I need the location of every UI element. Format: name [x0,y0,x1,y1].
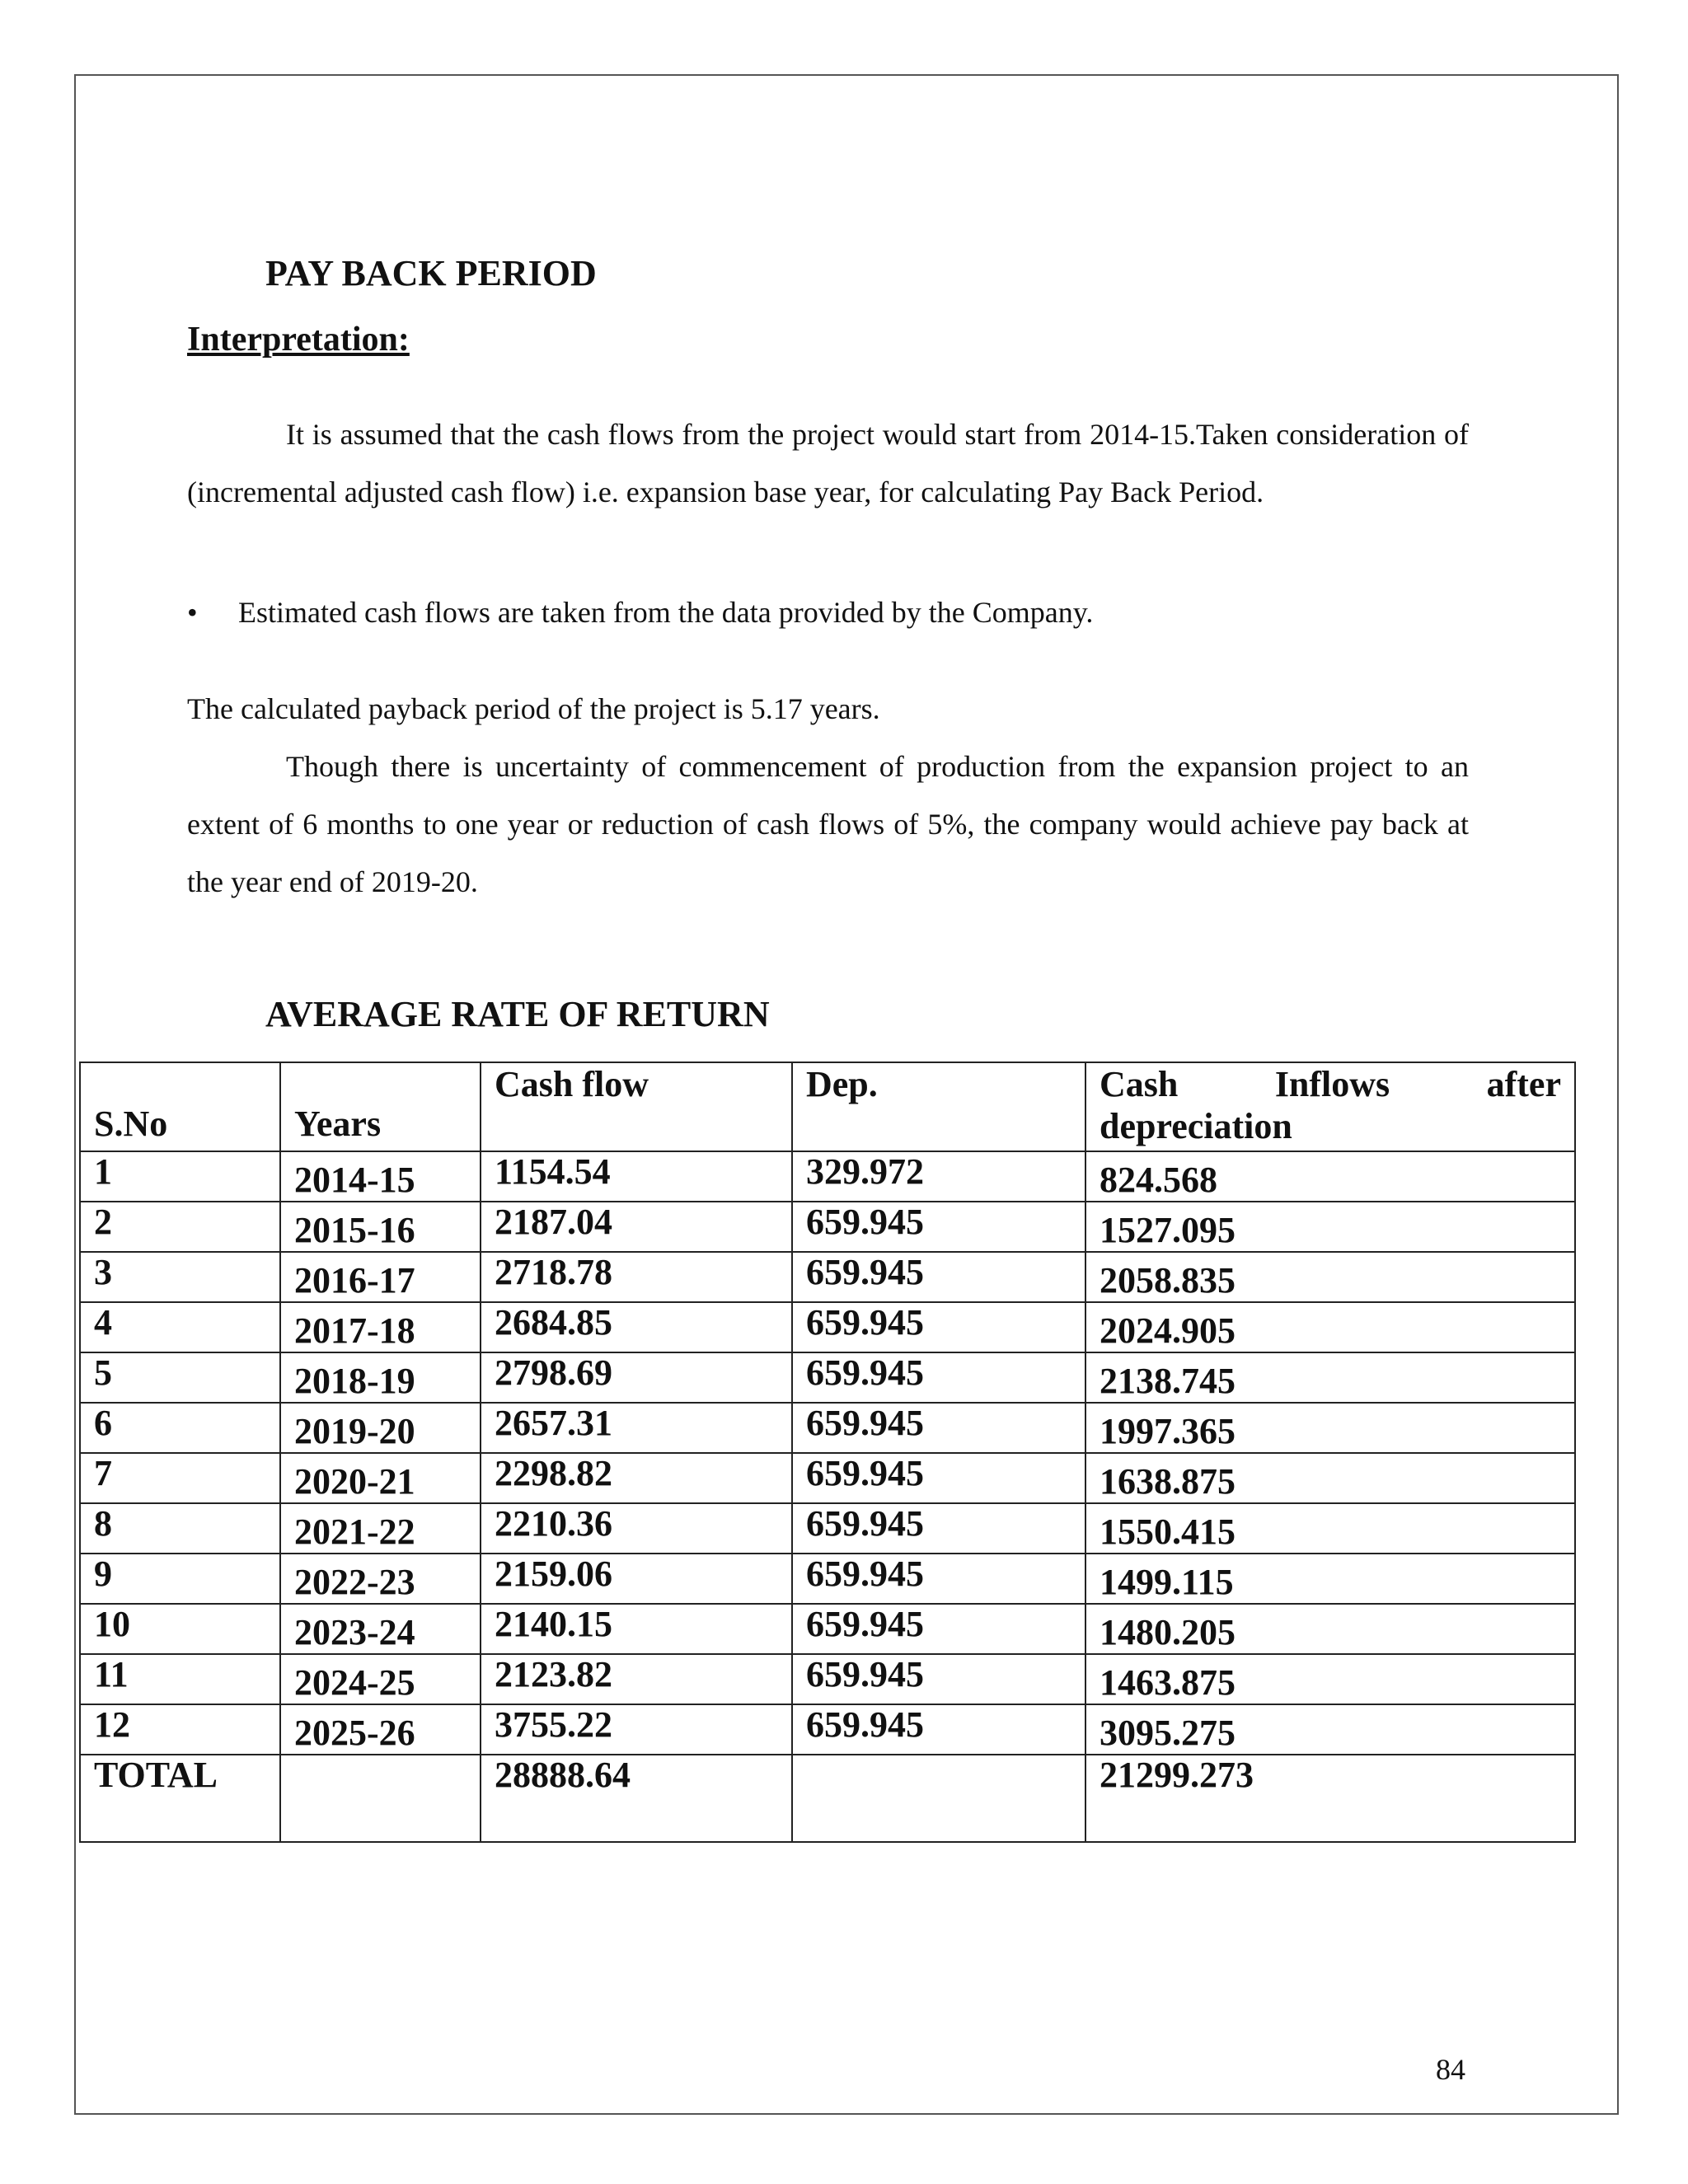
cell-cashflow: 2210.36 [481,1503,792,1554]
cell-total-inflow: 21299.273 [1085,1755,1575,1842]
cell-inflow: 824.568 [1085,1151,1575,1202]
cell-inflow: 2024.905 [1085,1302,1575,1352]
cell-sno: 1 [80,1151,280,1202]
cell-inflow: 1638.875 [1085,1453,1575,1503]
table-row [80,1202,1575,1252]
cell-empty [280,1755,481,1842]
cell-year: 2017-18 [280,1302,481,1352]
paragraph-uncertainty: Though there is uncertainty of commencement of production from the expansion project to an extent of 6 months to one year or reduction of cash flows of 5%, the company would achieve pay back at the year end of 2019-20. [187,750,1469,898]
cell-sno: 6 [80,1403,280,1453]
paragraph-assumption: It is assumed that the cash flows from the project would start from 2014-15.Taken consideration of (incremental adjusted cash flow) i.e. expansion base year, for calculating Pay Back Period. [187,418,1469,509]
paragraph-payback-result: The calculated payback period of the project is 5.17 years. [187,692,880,725]
table-row [80,1503,1575,1554]
table-row [80,1252,1575,1302]
cell-inflow: 1499.115 [1085,1554,1575,1604]
cell-sno: 3 [80,1252,280,1302]
cell-dep: 659.945 [792,1453,1085,1503]
cell-dep: 659.945 [792,1302,1085,1352]
cell-cashflow: 2684.85 [481,1302,792,1352]
cell-sno: 4 [80,1302,280,1352]
page-number: 84 [1436,2053,1465,2086]
bullet-icon: • [187,596,198,629]
cell-cashflow: 2140.15 [481,1604,792,1654]
interpretation-heading: Interpretation: [187,321,410,359]
table-row [80,1604,1575,1654]
arr-table [79,1062,1576,1843]
cell-sno: 8 [80,1503,280,1554]
cell-dep: 659.945 [792,1252,1085,1302]
header-cashflow: Cash flow [481,1062,792,1151]
table-row [80,1554,1575,1604]
cell-dep: 659.945 [792,1403,1085,1453]
cell-year: 2021-22 [280,1503,481,1554]
table-row [80,1704,1575,1755]
cell-inflow: 3095.275 [1085,1704,1575,1755]
cell-sno: 7 [80,1453,280,1503]
cell-cashflow: 1154.54 [481,1151,792,1202]
cell-total-cashflow: 28888.64 [481,1755,792,1842]
cell-dep: 659.945 [792,1554,1085,1604]
bullet-item [187,583,1093,641]
header-cash-inflows: Cash Inflows after depreciation [1085,1062,1575,1151]
cell-cashflow: 2123.82 [481,1654,792,1704]
cell-inflow: 1997.365 [1085,1403,1575,1453]
cell-dep: 659.945 [792,1352,1085,1403]
cell-inflow: 1463.875 [1085,1654,1575,1704]
cell-year: 2023-24 [280,1604,481,1654]
cell-cashflow: 3755.22 [481,1704,792,1755]
header-dep: Dep. [792,1062,1085,1151]
cell-year: 2018-19 [280,1352,481,1403]
cell-sno: 9 [80,1554,280,1604]
cell-sno: 12 [80,1704,280,1755]
cell-sno: 10 [80,1604,280,1654]
table-row [80,1453,1575,1503]
cell-dep: 659.945 [792,1704,1085,1755]
cell-year: 2024-25 [280,1654,481,1704]
cell-cashflow: 2657.31 [481,1403,792,1453]
table-row [80,1151,1575,1202]
cell-empty [792,1755,1085,1842]
total-row [80,1755,1575,1842]
cell-inflow: 2058.835 [1085,1252,1575,1302]
cell-dep: 659.945 [792,1202,1085,1252]
cell-inflow: 1550.415 [1085,1503,1575,1554]
cell-year: 2020-21 [280,1453,481,1503]
cell-year: 2016-17 [280,1252,481,1302]
arr-heading: AVERAGE RATE OF RETURN [265,994,770,1034]
cell-sno: 11 [80,1654,280,1704]
cell-year: 2019-20 [280,1403,481,1453]
table-header-row [80,1062,1575,1151]
cell-year: 2015-16 [280,1202,481,1252]
cell-year: 2022-23 [280,1554,481,1604]
cell-cashflow: 2187.04 [481,1202,792,1252]
cell-dep: 659.945 [792,1654,1085,1704]
cell-sno: 5 [80,1352,280,1403]
cell-sno: 2 [80,1202,280,1252]
cell-year: 2025-26 [280,1704,481,1755]
table-row [80,1654,1575,1704]
cell-cashflow: 2718.78 [481,1252,792,1302]
table-row [80,1302,1575,1352]
cell-dep: 659.945 [792,1604,1085,1654]
cell-cashflow: 2298.82 [481,1453,792,1503]
cell-total-label: TOTAL [80,1755,280,1842]
table-row [80,1403,1575,1453]
cell-cashflow: 2798.69 [481,1352,792,1403]
cell-inflow: 1480.205 [1085,1604,1575,1654]
cell-cashflow: 2159.06 [481,1554,792,1604]
header-years: Years [280,1062,481,1151]
table-row [80,1352,1575,1403]
cell-inflow: 2138.745 [1085,1352,1575,1403]
bullet-text: Estimated cash flows are taken from the data provided by the Company. [238,596,1094,629]
cell-dep: 659.945 [792,1503,1085,1554]
cell-dep: 329.972 [792,1151,1085,1202]
cell-inflow: 1527.095 [1085,1202,1575,1252]
header-sno: S.No [80,1062,280,1151]
cell-year: 2014-15 [280,1151,481,1202]
payback-heading: PAY BACK PERIOD [265,253,597,293]
